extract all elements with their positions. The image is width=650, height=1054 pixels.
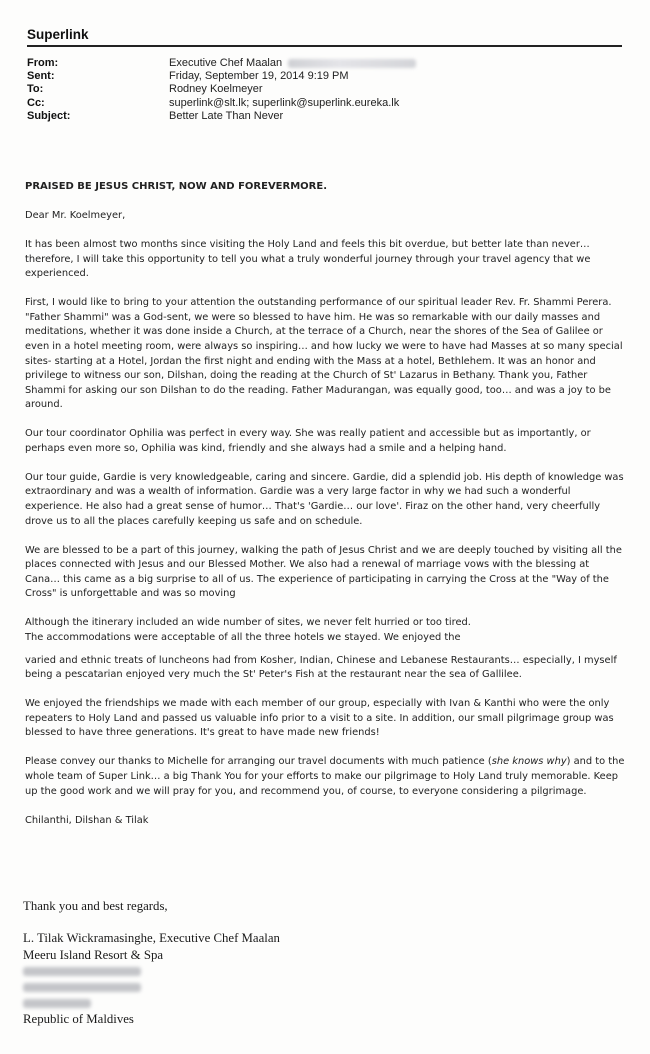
- paragraph-text: ) and to the whole team of Super Link… a big Thank You for your efforts to make our pilgrimage to Holy Land truly memorable. Keep up the good work and we will pray for you, and recommend you, of course, to everyone considering a pilgrimage.: [25, 756, 625, 797]
- to-value: Rodney Koelmeyer: [169, 83, 263, 96]
- signature-block: [23, 898, 280, 1028]
- greeting: Dear Mr. Koelmeyer,: [25, 209, 126, 221]
- signature-resort: Meeru Island Resort & Spa: [23, 947, 164, 962]
- body-heading: PRAISED BE JESUS CHRIST, NOW AND FOREVERMORE.: [25, 181, 327, 192]
- redacted-address-line: [23, 979, 280, 995]
- to-row: [27, 83, 416, 96]
- paragraph: First, I would like to bring to your attention the outstanding performance of our spiritual leader Rev. Fr. Shammi Perera. "Father Shammi" was a God-sent, we were so blessed to have him. He was so remarkable with our daily masses and meditations, whether it was done inside a Church, at the terrace of a Church, near the shores of the Sea of Galilee or even in a hotel meeting room, were always so inspiring… and how lucky we were to have had Masses at so many special sites- starting at a Hotel, Jordan the first night and ending with the Mass at a hotel, Bethlehem. It was an honor and privilege to witness our son, Dilshan, doing the reading at the Church of St' Lazarus in Bethany. Thank you, Father Shammi for asking our son Dilshan to do the reading. Father Madurangan, was equally good, too… and was a joy to be around.: [25, 297, 623, 411]
- redacted-address-line: [23, 963, 280, 979]
- cc-value: superlink@slt.lk; superlink@superlink.eureka.lk: [169, 96, 400, 109]
- sent-row: [27, 70, 416, 83]
- email-body: [25, 180, 625, 842]
- paragraph: We enjoyed the friendships we made with each member of our group, especially with Ivan & Kanthi who were the only repeaters to Holy Land and passed us valuable info prior to a visit to a site. In addition, our small pilgrimage group was blessed to have three generations. It's great to have made new friends!: [25, 698, 614, 739]
- subject-value: Better Late Than Never: [169, 109, 284, 122]
- closing-line: Thank you and best regards,: [23, 899, 168, 913]
- to-label: To:: [27, 83, 44, 96]
- paragraph-line: The accommodations were acceptable of all the three hotels we stayed. We enjoyed the: [25, 631, 461, 643]
- email-header: [27, 57, 416, 123]
- sent-label: Sent:: [27, 70, 55, 83]
- from-name: Executive Chef Maalan: [169, 57, 283, 69]
- paragraph: varied and ethnic treats of luncheons had from Kosher, Indian, Chinese and Lebanese Restaurants… especially, I myself being a pescatarian enjoyed very much the St' Peter's Fish at the restaurant near the sea of Gallilee.: [25, 654, 617, 681]
- brand-title: Superlink: [27, 27, 89, 42]
- emphasis-text: she knows why: [491, 756, 567, 768]
- redacted-address-line: [23, 995, 280, 1011]
- subject-row: [27, 110, 416, 123]
- paragraph: [25, 616, 625, 645]
- sender-names: Chilanthi, Dilshan & Tilak: [25, 814, 149, 826]
- paragraph: We are blessed to be a part of this journey, walking the path of Jesus Christ and we are deeply touched by visiting all the places connected with Jesus and our Blessed Mother. We also had a renewal of marriage vows with the blessing at Cana… this came as a big surprise to all of us. The experience of participating in carrying the Cross at the "Way of the Cross" is unforgettable and was so moving: [25, 544, 622, 600]
- paragraph: [25, 755, 625, 799]
- paragraph-line: Although the itinerary included an wide number of sites, we never felt hurried or too tired.: [25, 617, 471, 629]
- subject-label: Subject:: [27, 109, 71, 122]
- from-label: From:: [27, 57, 59, 69]
- cc-label: Cc:: [27, 96, 45, 109]
- header-rule: [27, 45, 622, 47]
- paragraph: Our tour guide, Gardie is very knowledgeable, caring and sincere. Gardie, did a splendid job. His depth of knowledge was extraordinary and was a wealth of information. Gardie was a very large factor in why we had such a wonderful experience. He also had a great sense of humor… That's 'Gardie… our love'. Firaz on the other hand, very cheerfully drove us to all the places carefully keeping us safe and on schedule.: [25, 471, 624, 527]
- paragraph-text: Please convey our thanks to Michelle for arranging our travel documents with much patience (: [25, 756, 492, 768]
- from-value: [169, 57, 416, 70]
- spacer: [23, 914, 280, 930]
- sent-value: Friday, September 19, 2014 9:19 PM: [169, 70, 349, 83]
- from-row: [27, 57, 416, 70]
- redacted-email: [288, 59, 416, 68]
- signature-name: L. Tilak Wickramasinghe, Executive Chef Maalan: [23, 931, 280, 946]
- signature-country: Republic of Maldives: [23, 1012, 134, 1027]
- paragraph: It has been almost two months since visiting the Holy Land and feels this bit overdue, but better late than never… therefore, I will take this opportunity to tell you what a truly wonderful journey through your travel agency that we experienced.: [25, 238, 591, 280]
- paragraph: Our tour coordinator Ophilia was perfect in every way. She was really patient and accessible but as importantly, or perhaps even more so, Ophilia was kind, friendly and she always had a smile and a helping hand.: [25, 428, 591, 454]
- cc-row: [27, 97, 416, 110]
